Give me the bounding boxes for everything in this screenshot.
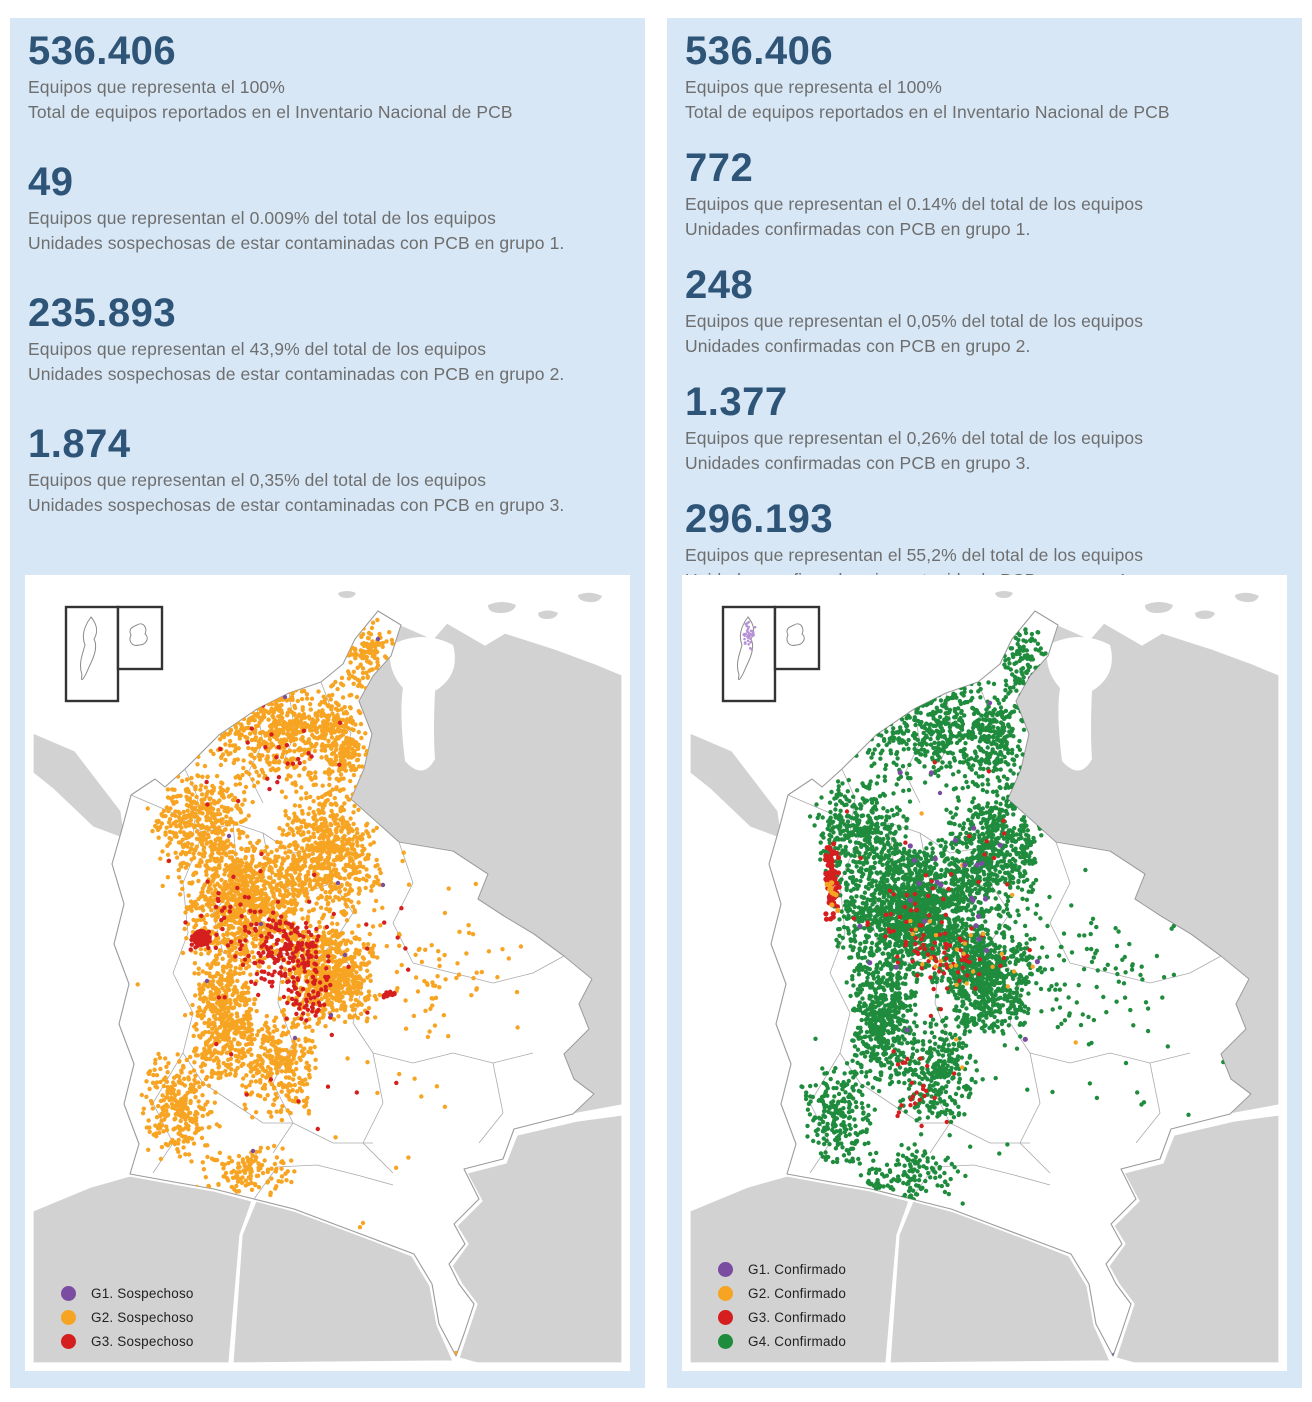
stat-desc-line1: Equipos que representan el 0.009% del total de los equipos <box>28 208 496 228</box>
legend-dot-icon <box>61 1286 76 1301</box>
legend-item <box>61 1286 194 1301</box>
legend-item <box>61 1310 194 1325</box>
stat-desc-line2: Unidades confirmadas con PCB en grupo 2. <box>685 336 1031 356</box>
stat-block <box>685 264 1274 359</box>
stat-desc <box>28 468 617 518</box>
stat-desc-line2: Total de equipos reportados en el Inventario Nacional de PCB <box>685 102 1170 122</box>
stat-desc <box>685 309 1274 359</box>
legend-item <box>718 1286 846 1301</box>
stat-desc-line2: Unidades confirmadas con PCB en grupo 1. <box>685 219 1031 239</box>
legend-dot-icon <box>718 1262 733 1277</box>
stat-value: 248 <box>685 263 754 307</box>
stat-desc <box>685 192 1274 242</box>
stat-block <box>685 30 1274 125</box>
legend-label: G2. Sospechoso <box>91 1310 194 1325</box>
legend-label: G3. Sospechoso <box>91 1334 194 1349</box>
legend-label: G1. Confirmado <box>748 1262 847 1277</box>
stat-desc-line2: Unidades sospechosas de estar contaminadas con PCB en grupo 3. <box>28 495 565 515</box>
stat-block <box>28 292 617 387</box>
legend-label: G4. Confirmado <box>748 1334 847 1349</box>
panel-sospechosos <box>10 18 645 1388</box>
stat-desc-line2: Unidades confirmadas con PCB en grupo 3. <box>685 453 1031 473</box>
stat-block <box>28 30 617 125</box>
stat-desc-line1: Equipos que representa el 100% <box>28 77 285 97</box>
colombia-map-sospechosos <box>25 575 630 1371</box>
legend-item <box>718 1310 846 1325</box>
stat-block <box>28 161 617 256</box>
stat-value: 49 <box>28 160 74 204</box>
colombia-basemap <box>33 583 622 1363</box>
stat-value: 1.874 <box>28 422 131 466</box>
legend-dot-icon <box>718 1286 733 1301</box>
stat-desc-line1: Equipos que representa el 100% <box>685 77 942 97</box>
stat-value: 772 <box>685 146 754 190</box>
stat-desc-line1: Equipos que representan el 43,9% del total de los equipos <box>28 339 487 359</box>
stat-desc <box>28 206 617 256</box>
stat-desc-line1: Equipos que representan el 0.14% del total de los equipos <box>685 194 1144 214</box>
map-legend <box>61 1286 194 1349</box>
stat-desc-line2: Unidades sospechosas de estar contaminadas con PCB en grupo 1. <box>28 233 565 253</box>
legend-item <box>718 1262 846 1277</box>
stat-desc-line2: Unidades sospechosas de estar contaminadas con PCB en grupo 2. <box>28 364 565 384</box>
legend-dot-icon <box>718 1310 733 1325</box>
panel-confirmados <box>667 18 1302 1388</box>
legend-dot-icon <box>61 1334 76 1349</box>
stats-sospechosos <box>10 18 645 518</box>
stat-block <box>28 423 617 518</box>
stat-desc <box>28 337 617 387</box>
legend-label: G3. Confirmado <box>748 1310 847 1325</box>
stat-desc-line1: Equipos que representan el 0,35% del total de los equipos <box>28 470 487 490</box>
map-legend <box>718 1262 846 1349</box>
stat-value: 235.893 <box>28 291 177 335</box>
legend-item <box>718 1334 846 1349</box>
stat-value: 536.406 <box>28 29 177 73</box>
stat-value: 296.193 <box>685 497 834 541</box>
legend-dot-icon <box>718 1334 733 1349</box>
stats-confirmados <box>667 18 1302 593</box>
stat-value: 1.377 <box>685 380 788 424</box>
stat-desc-line1: Equipos que representan el 55,2% del total de los equipos <box>685 545 1144 565</box>
stat-desc-line1: Equipos que representan el 0,05% del total de los equipos <box>685 311 1144 331</box>
colombia-map-svg <box>690 583 1279 1363</box>
legend-label: G2. Confirmado <box>748 1286 847 1301</box>
colombia-basemap <box>690 583 1279 1363</box>
legend-label: G1. Sospechoso <box>91 1286 194 1301</box>
stat-desc <box>685 75 1274 125</box>
stat-desc-line2: Total de equipos reportados en el Inventario Nacional de PCB <box>28 102 513 122</box>
stat-desc <box>28 75 617 125</box>
stat-desc-line1: Equipos que representan el 0,26% del total de los equipos <box>685 428 1144 448</box>
stat-block <box>685 147 1274 242</box>
colombia-map-svg <box>33 583 622 1363</box>
legend-item <box>61 1334 194 1349</box>
colombia-map-confirmados <box>682 575 1287 1371</box>
stat-value: 536.406 <box>685 29 834 73</box>
stat-desc <box>685 426 1274 476</box>
stat-block <box>685 381 1274 476</box>
legend-dot-icon <box>61 1310 76 1325</box>
